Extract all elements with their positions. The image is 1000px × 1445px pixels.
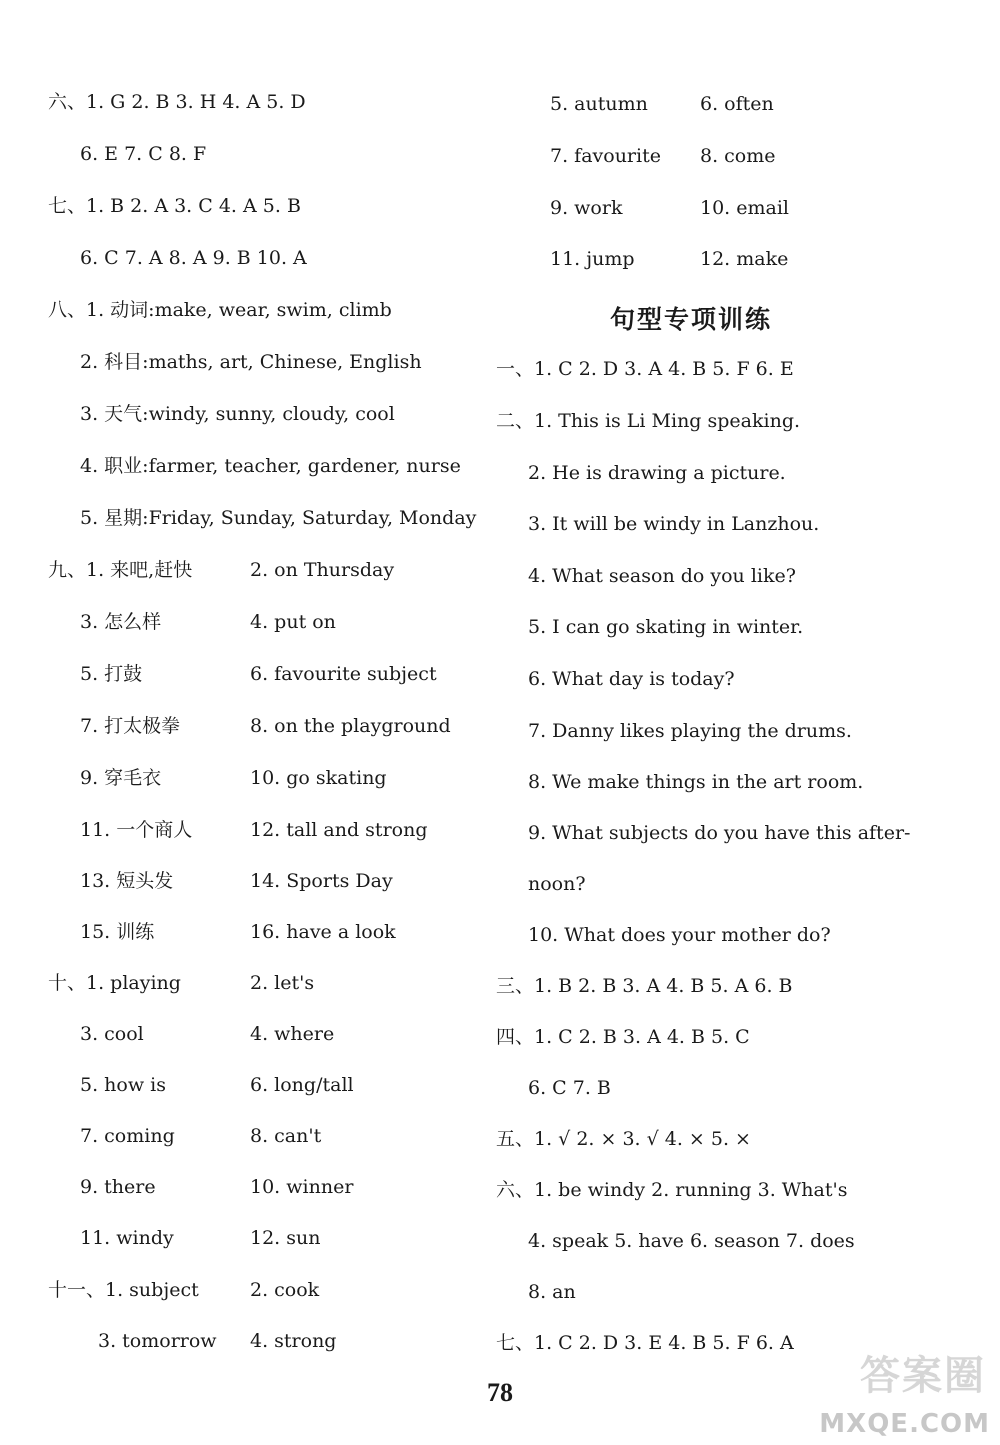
- answer-item: 12. tall and strong: [250, 819, 428, 841]
- answer-item: 4. put on: [250, 611, 336, 633]
- watermark-logo: 答案圈: [860, 1353, 986, 1399]
- answer-item: 9. 穿毛衣: [80, 767, 162, 789]
- answer-item: 4. strong: [250, 1330, 337, 1352]
- answer-item: 5. autumn: [550, 93, 648, 115]
- answer-item: 13. 短头发: [80, 870, 174, 892]
- answer-item: 3. tomorrow: [98, 1330, 217, 1352]
- answer-line: 6. E 7. C 8. F: [80, 143, 207, 165]
- answer-item: 11. windy: [80, 1227, 174, 1249]
- answer-item: 11. jump: [550, 248, 635, 270]
- answer-item: 8. can't: [250, 1125, 322, 1147]
- answer-line: 2. 科目:maths, art, Chinese, English: [80, 351, 422, 373]
- answer-line: 七、1. C 2. D 3. E 4. B 5. F 6. A: [496, 1332, 794, 1354]
- answer-item: 12. sun: [250, 1227, 321, 1249]
- answer-item: 8. come: [700, 145, 776, 167]
- answer-item: 10. email: [700, 197, 789, 219]
- answer-item: 10. go skating: [250, 767, 387, 789]
- answer-line: 2. He is drawing a picture.: [528, 462, 786, 484]
- answer-item: 8. on the playground: [250, 715, 451, 737]
- answer-item: 3. 怎么样: [80, 611, 162, 633]
- answer-item: 7. coming: [80, 1125, 175, 1147]
- answer-item: 5. how is: [80, 1074, 166, 1096]
- answer-item: 5. 打鼓: [80, 663, 143, 685]
- answer-line: 二、1. This is Li Ming speaking.: [496, 410, 801, 432]
- answer-line: 4. speak 5. have 6. season 7. does: [528, 1230, 855, 1252]
- answer-line: 一、1. C 2. D 3. A 4. B 5. F 6. E: [496, 358, 794, 380]
- answer-item: 12. make: [700, 248, 789, 270]
- answer-item: 九、1. 来吧,赶快: [48, 559, 193, 581]
- answer-item: 6. often: [700, 93, 774, 115]
- answer-line: 六、1. be windy 2. running 3. What's: [496, 1179, 848, 1201]
- answer-item: 6. long/tall: [250, 1074, 354, 1096]
- answer-line: 七、1. B 2. A 3. C 4. A 5. B: [48, 195, 301, 217]
- section-heading: 句型专项训练: [610, 305, 773, 334]
- answer-line: 8. an: [528, 1281, 576, 1303]
- answer-item: 9. work: [550, 197, 623, 219]
- answer-line: 4. What season do you like?: [528, 565, 796, 587]
- answer-line: 10. What does your mother do?: [528, 924, 831, 946]
- page-number: 78: [487, 1378, 513, 1407]
- answer-line: 3. It will be windy in Lanzhou.: [528, 513, 820, 535]
- answer-line: 9. What subjects do you have this after-: [528, 822, 911, 844]
- answer-item: 9. there: [80, 1176, 156, 1198]
- answer-item: 7. favourite: [550, 145, 661, 167]
- answer-line: 6. C 7. B: [528, 1077, 611, 1099]
- answer-item: 十一、1. subject: [48, 1279, 199, 1301]
- answer-item: 2. on Thursday: [250, 559, 395, 581]
- answer-item: 十、1. playing: [48, 972, 181, 994]
- answer-item: 2. cook: [250, 1279, 320, 1301]
- answer-item: 11. 一个商人: [80, 819, 193, 841]
- answer-item: 2. let's: [250, 972, 315, 994]
- answer-line: 7. Danny likes playing the drums.: [528, 720, 852, 742]
- answer-item: 15. 训练: [80, 921, 155, 943]
- answer-item: 14. Sports Day: [250, 870, 393, 892]
- answer-item: 6. favourite subject: [250, 663, 437, 685]
- answer-item: 10. winner: [250, 1176, 354, 1198]
- answer-line: 3. 天气:windy, sunny, cloudy, cool: [80, 403, 395, 425]
- answer-item: 16. have a look: [250, 921, 396, 943]
- answer-line: 五、1. √ 2. × 3. √ 4. × 5. ×: [496, 1128, 751, 1150]
- answer-line: 八、1. 动词:make, wear, swim, climb: [48, 299, 392, 321]
- answer-line: noon?: [528, 873, 586, 895]
- answer-line: 8. We make things in the art room.: [528, 771, 864, 793]
- answer-item: 4. where: [250, 1023, 335, 1045]
- answer-line: 6. What day is today?: [528, 668, 735, 690]
- watermark-site: MXQE.COM: [819, 1409, 990, 1439]
- answer-line: 三、1. B 2. B 3. A 4. B 5. A 6. B: [496, 975, 793, 997]
- answer-line: 5. I can go skating in winter.: [528, 616, 804, 638]
- answer-item: 3. cool: [80, 1023, 144, 1045]
- answer-line: 四、1. C 2. B 3. A 4. B 5. C: [496, 1026, 750, 1048]
- answer-line: 4. 职业:farmer, teacher, gardener, nurse: [80, 455, 461, 477]
- answer-line: 6. C 7. A 8. A 9. B 10. A: [80, 247, 307, 269]
- answer-line: 六、1. G 2. B 3. H 4. A 5. D: [48, 91, 306, 113]
- answer-line: 5. 星期:Friday, Sunday, Saturday, Monday: [80, 507, 477, 529]
- answer-item: 7. 打太极拳: [80, 715, 181, 737]
